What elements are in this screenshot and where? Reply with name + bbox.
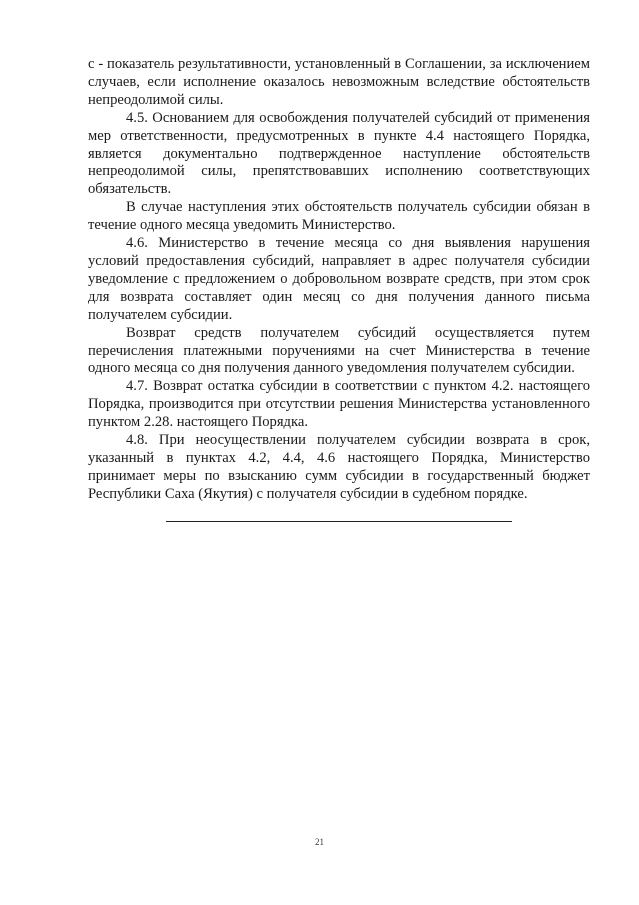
paragraph-4-6: 4.6. Министерство в течение месяца со дня выявления нарушения условий предоставления субсидий, направляет в адрес получателя субсидии уведомление с предложением о добровольном возврате средств, при этом срок для возврата составляет один месяц со дня получения данного письма получателем субсидии.	[88, 235, 590, 323]
page-number: 21	[315, 837, 324, 847]
paragraph-notification: В случае наступления этих обстоятельств получатель субсидии обязан в течение одного месяца уведомить Министерство.	[88, 199, 590, 234]
document-body	[88, 56, 590, 504]
paragraph-refund: Возврат средств получателем субсидий осуществляется путем перечисления платежными поручениями на счет Министерства в течение одного месяца со дня получения данного уведомления получателем субсидии.	[88, 324, 590, 377]
paragraph-4-5: 4.5. Основанием для освобождения получателей субсидий от применения мер ответственности, предусмотренных в пункте 4.4 настоящего Порядка, является документально подтвержденное наступление обстоятельств непреодолимой силы, препятствовавших исполнению соответствующих обязательств.	[88, 109, 590, 198]
paragraph-result-indicator: с - показатель результативности, установленный в Соглашении, за исключением случаев, если исполнение оказалось невозможным вследствие обстоятельств непреодолимой силы.	[88, 56, 590, 108]
paragraph-4-8: 4.8. При неосуществлении получателем субсидии возврата в срок, указанный в пунктах 4.2, 4.4, 4.6 настоящего Порядка, Министерство принимает меры по взысканию сумм субсидии в государственный бюджет Республики Саха (Якутия) с получателя субсидии в судебном порядке.	[88, 432, 590, 502]
end-divider	[166, 521, 512, 522]
paragraph-4-7: 4.7. Возврат остатка субсидии в соответствии с пунктом 4.2. настоящего Порядка, производится при отсутствии решения Министерства установленного пунктом 2.28. настоящего Порядка.	[88, 378, 590, 431]
